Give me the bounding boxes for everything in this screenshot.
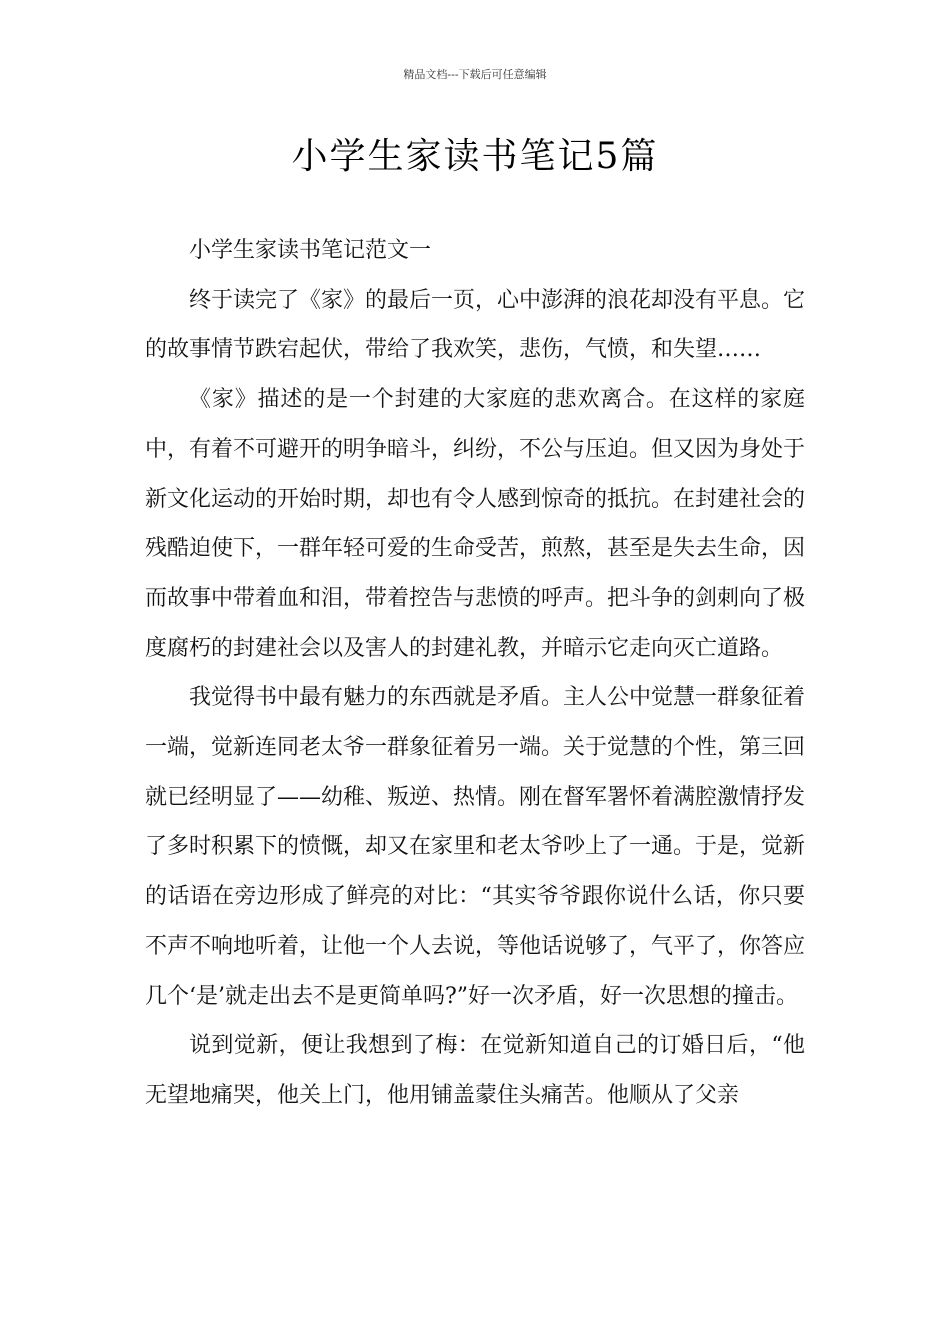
document-body (145, 226, 805, 1121)
section-subheading: 小学生家读书笔记范文一 (189, 238, 432, 263)
paragraph: 说到觉新，便让我想到了梅：在觉新知道自己的订婚日后，“他无望地痛哭，他关上门，他用铺盖蒙住头痛苦。他顺从了父亲 (145, 1033, 805, 1108)
header-note: 精品文档---下载后可任意编辑 (403, 68, 547, 81)
paragraph: 终于读完了《家》的最后一页，心中澎湃的浪花却没有平息。它的故事情节跌宕起伏，带给了我欢笑，悲伤，气愤，和失望…… (145, 287, 806, 363)
paragraph: 我觉得书中最有魅力的东西就是矛盾。主人公中觉慧一群象征着一端，觉新连同老太爷一群象征着另一端。关于觉慧的个性，第三回就已经明显了——幼稚、叛逆、热情。刚在督军署怀着满腔激情抒发了多时积累下的愤慨，却又在家里和老太爷吵上了一通。于是，觉新的话语在旁边形成了鲜亮的对比：“其实爷爷跟你说什么话，你只要不声不响地听着，让他一个人去说，等他话说够了，气平了，你答应几个‘是’就走出去不是更简单吗?”好一次矛盾，好一次思想的撞击。 (145, 685, 806, 1009)
paragraph: 《家》描述的是一个封建的大家庭的悲欢离合。在这样的家庭中，有着不可避开的明争暗斗，纠纷，不公与压迫。但又因为身处于新文化运动的开始时期，却也有令人感到惊奇的抵抗。在封建社会的残酷迫使下，一群年轻可爱的生命受苦，煎熬，甚至是失去生命，因而故事中带着血和泪，带着控告与悲愤的呼声。把斗争的剑刺向了极度腐朽的封建社会以及害人的封建礼教，并暗示它走向灭亡道路。 (145, 387, 806, 661)
document-title: 小学生家读书笔记5篇 (291, 136, 659, 177)
